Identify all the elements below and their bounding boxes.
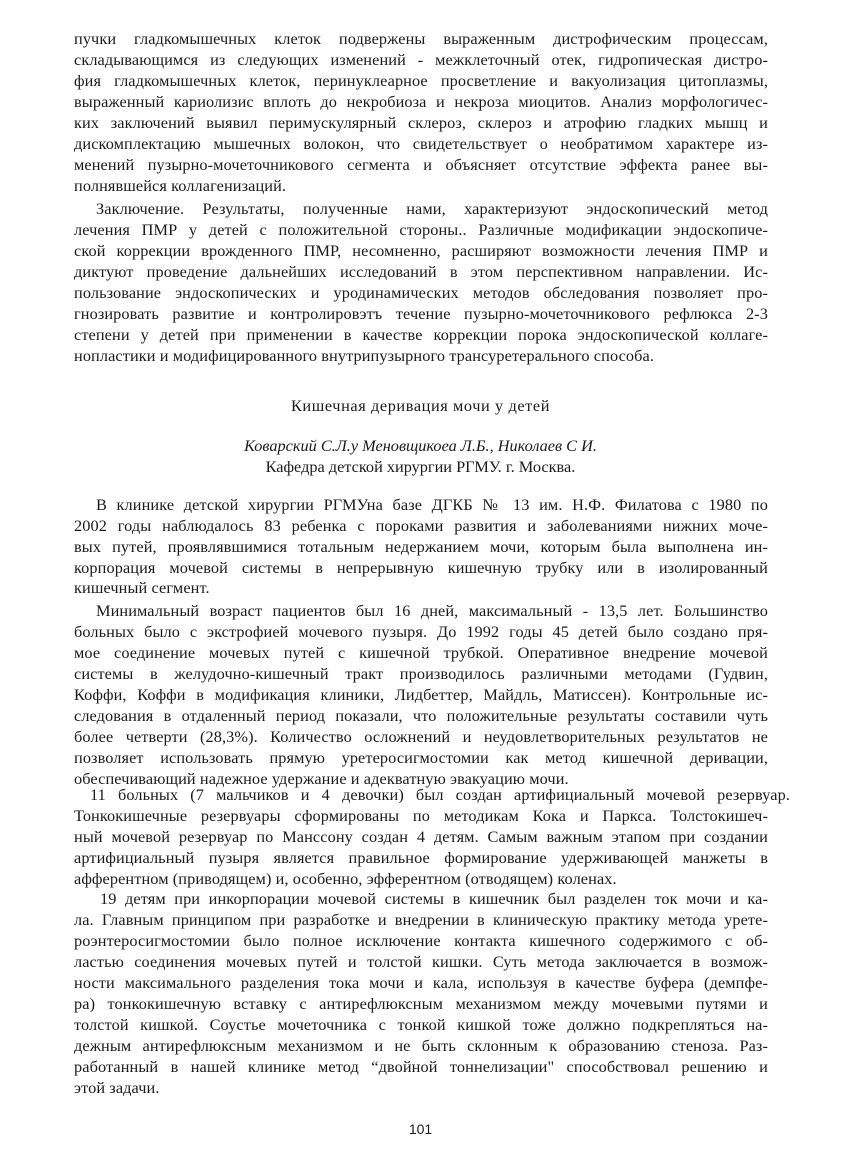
text-line: степени у детей при применении в качестве коррекции порока эндоскопической коллаге- [74, 325, 768, 344]
text-line: выраженный кариолизис вплоть до некробиоза и некроза миоцитов. Анализ морфологичес- [74, 92, 768, 111]
text-line: следования в отдаленный период показали, что положительные результаты составили чуть [74, 706, 768, 725]
text-line: лечения ПМР у детей с положительной стороны.. Различные модификации эндоскопиче- [74, 220, 768, 239]
text-line: ла. Главным принципом при разработке и внедрении в клиническую практику метода урете- [74, 910, 768, 929]
text-line: роэнтеросигмостомии было полное исключение контакта кишечного содержимого с об- [74, 931, 768, 950]
text-line: дежным антирефлюксным механизмом и не быть склонным к образованию стеноза. Раз- [74, 1036, 768, 1055]
text-line: нопластики и модифицированного внутрипузырного трансуретерального способа. [74, 346, 655, 365]
article-title: Кишечная деривация мочи у детей [290, 396, 551, 415]
text-line: пользование эндоскопических и уродинамических методов обследования позволяет про- [74, 283, 768, 302]
text-line: афферентном (приводящем) и, особенно, эфферентном (отводящем) коленах. [74, 869, 617, 888]
text-line: 11 больных (7 мальчиков и 4 девочки) был создан артифициальный мочевой резервуар. [90, 785, 790, 804]
text-line: полнявшейся коллагенизаций. [74, 176, 287, 195]
text-line: Тонкокишечные резервуары сформированы по методикам Кока и Паркса. Толстокишеч- [74, 806, 768, 825]
text-line: ластью соединения мочевых путей и толстой кишки. Суть метода заключается в возмож- [74, 952, 768, 971]
text-line: ности максимального разделения тока мочи и кала, используя в качестве буфера (демпфе- [74, 973, 768, 992]
text-line: обеспечивающий надежное удержание и адекватную эвакуацию мочи. [74, 769, 569, 788]
text-line: Коффи, Коффи в модификация клиники, Лидбеттер, Майдль, Матиссен). Контрольные ис- [74, 685, 768, 704]
text-line: менений пузырно-мочеточникового сегмента и объясняет отсутствие эффекта ранее вы- [74, 155, 768, 174]
article-affiliation: Кафедра детской хирургии РГМУ. г. Москва. [265, 457, 576, 476]
text-line: вых путей, проявлявшимися тотальным недержанием мочи, которым была выполнена ин- [74, 537, 768, 556]
text-line: 2002 годы наблюдалось 83 ребенка с пороками развития и заболеваниями нижних моче- [74, 516, 768, 535]
text-line: дискомплектацию мышечных волокон, что свидетельствует о необратимом характере из- [74, 134, 768, 153]
article-authors: Коварский С.Л.у Меновщикоеа Л.Б., Николаев С И. [244, 436, 597, 455]
text-line: В клинике детской хирургии РГМУна базе ДГКБ № 13 им. Н.Ф. Филатова с 1980 по [96, 495, 768, 514]
text-line: Заключение. Результаты, полученные нами, характеризуют эндоскопический метод [96, 199, 768, 218]
text-line: ской коррекции врожденного ПМР, несомненно, расширяют возможности лечения ПМР и [74, 241, 768, 260]
text-line: диктуют проведение дальнейших исследований в этом перспективном направлении. Ис- [74, 262, 768, 281]
text-line: больных было с экстрофией мочевого пузыря. До 1992 годы 45 детей было создано пря- [74, 622, 768, 641]
text-line: гнозировать развитие и контролировэтъ течение пузырно-мочеточникового рефлюкса 2-3 [74, 304, 768, 323]
text-line: мое соединение мочевых путей с кишечной трубкой. Оперативное внедрение мочевой [74, 643, 768, 662]
text-line: фия гладкомышечных клеток, перинуклеарное просветление и вакуолизация цитоплазмы, [74, 71, 768, 90]
text-line: толстой кишкой. Соустье мочеточника с тонкой кишкой тоже должно подкрепляться на- [74, 1015, 768, 1034]
text-line: работанный в нашей клинике метод “двойной тоннелизации" способствовал решению и [74, 1057, 768, 1076]
page-number: 101 [408, 1121, 433, 1137]
text-line: артифициальный пузыря является правильное формирование удерживающей манжеты в [74, 848, 768, 867]
text-line: ный мочевой резервуар по Манссону создан 4 детям. Самым важным этапом при создании [74, 827, 768, 846]
text-line: ких заключений выявил перимускулярный склероз, склероз и атрофию гладких мышц и [74, 113, 768, 132]
text-line: складывающимся из следующих изменений - межклеточный отек, гидропическая дистро- [74, 50, 768, 69]
text-line: ра) тонкокишечную вставку с антирефлюксным механизмом между мочевыми путями и [74, 994, 768, 1013]
text-line: этой задачи. [74, 1078, 160, 1097]
text-line: более четверти (28,3%). Количество осложнений и неудовлетворительных результатов не [74, 727, 768, 746]
text-line: кишечный сегмент. [74, 578, 210, 597]
text-line: позволяет использовать прямую уретеросигмостомии как метод кишечной деривации, [74, 748, 768, 767]
text-line: пучки гладкомышечных клеток подвержены выраженным дистрофическим процессам, [74, 29, 768, 48]
text-line: 19 детям при инкорпорации мочевой системы в кишечник был разделен ток мочи и ка- [100, 889, 768, 908]
text-line: корпорация мочевой системы в непрерывную кишечную трубку или в изолированный [74, 558, 768, 577]
text-line: системы в желудочно-кишечный тракт производилось различными методами (Гудвин, [74, 664, 768, 683]
text-line: Минимальный возраст пациентов был 16 дней, максимальный - 13,5 лет. Большинство [96, 601, 768, 620]
